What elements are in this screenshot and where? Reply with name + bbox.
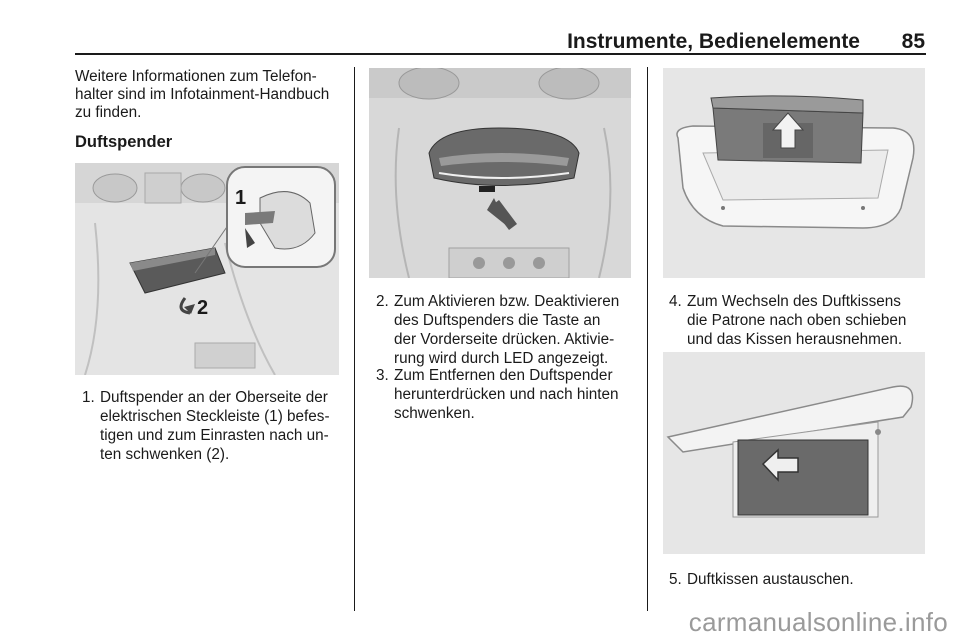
page-header-title: Instrumente, Bedienelemente <box>567 30 860 53</box>
step-line: des Duftspenders die Taste an <box>394 312 601 329</box>
column-divider <box>647 67 648 611</box>
figure-activate-dispenser <box>369 68 631 278</box>
cartridge-up-illustration <box>663 68 925 278</box>
step-line: Zum Wechseln des Duftkissens <box>687 293 901 310</box>
step-line: schwenken. <box>394 405 475 422</box>
step-5 <box>669 570 931 592</box>
step-line: und das Kissen herausnehmen. <box>687 331 903 348</box>
pad-remove-illustration <box>663 352 925 554</box>
step-line: der Vorderseite drücken. Aktivie- <box>394 331 615 348</box>
step-line: herunterdrücken und nach hinten <box>394 386 619 403</box>
step-line: elektrischen Steckleiste (1) befes- <box>100 408 330 425</box>
intro-line: Weitere Informationen zum Telefon- <box>75 68 317 85</box>
install-dispenser-illustration <box>75 163 339 375</box>
step-number: 2. <box>376 293 389 310</box>
step-line: Duftspender an der Oberseite der <box>100 389 328 406</box>
figure-pad-remove <box>663 352 925 554</box>
step-line: Zum Entfernen den Duftspender <box>394 367 613 384</box>
step-4 <box>669 292 931 352</box>
step-1 <box>82 388 344 468</box>
intro-paragraph <box>75 68 345 122</box>
column-divider <box>354 67 355 611</box>
callout-1: 1 <box>235 187 247 209</box>
step-number: 4. <box>669 293 682 310</box>
figure-cartridge-up <box>663 68 925 278</box>
step-line: Zum Aktivieren bzw. Deaktivieren <box>394 293 620 310</box>
step-line: Duftkissen austauschen. <box>687 571 854 588</box>
intro-line: zu finden. <box>75 104 142 121</box>
figure-install-dispenser <box>75 163 339 375</box>
callout-2: 2 <box>197 297 209 319</box>
step-number: 5. <box>669 571 682 588</box>
page-number: 85 <box>901 30 925 53</box>
header-rule <box>75 53 926 55</box>
step-line: tigen und zum Einrasten nach un- <box>100 427 329 444</box>
intro-line: halter sind im Infotainment-Handbuch <box>75 86 330 103</box>
step-line: ten schwenken (2). <box>100 446 230 463</box>
section-heading: Duftspender <box>75 133 173 151</box>
activate-dispenser-illustration <box>369 68 631 278</box>
watermark: carmanualsonline.info <box>688 607 948 637</box>
step-number: 1. <box>82 389 95 406</box>
step-3 <box>376 366 638 426</box>
step-line: rung wird durch LED angezeigt. <box>394 350 609 367</box>
step-line: die Patrone nach oben schieben <box>687 312 907 329</box>
step-number: 3. <box>376 367 389 384</box>
step-2 <box>376 292 638 372</box>
